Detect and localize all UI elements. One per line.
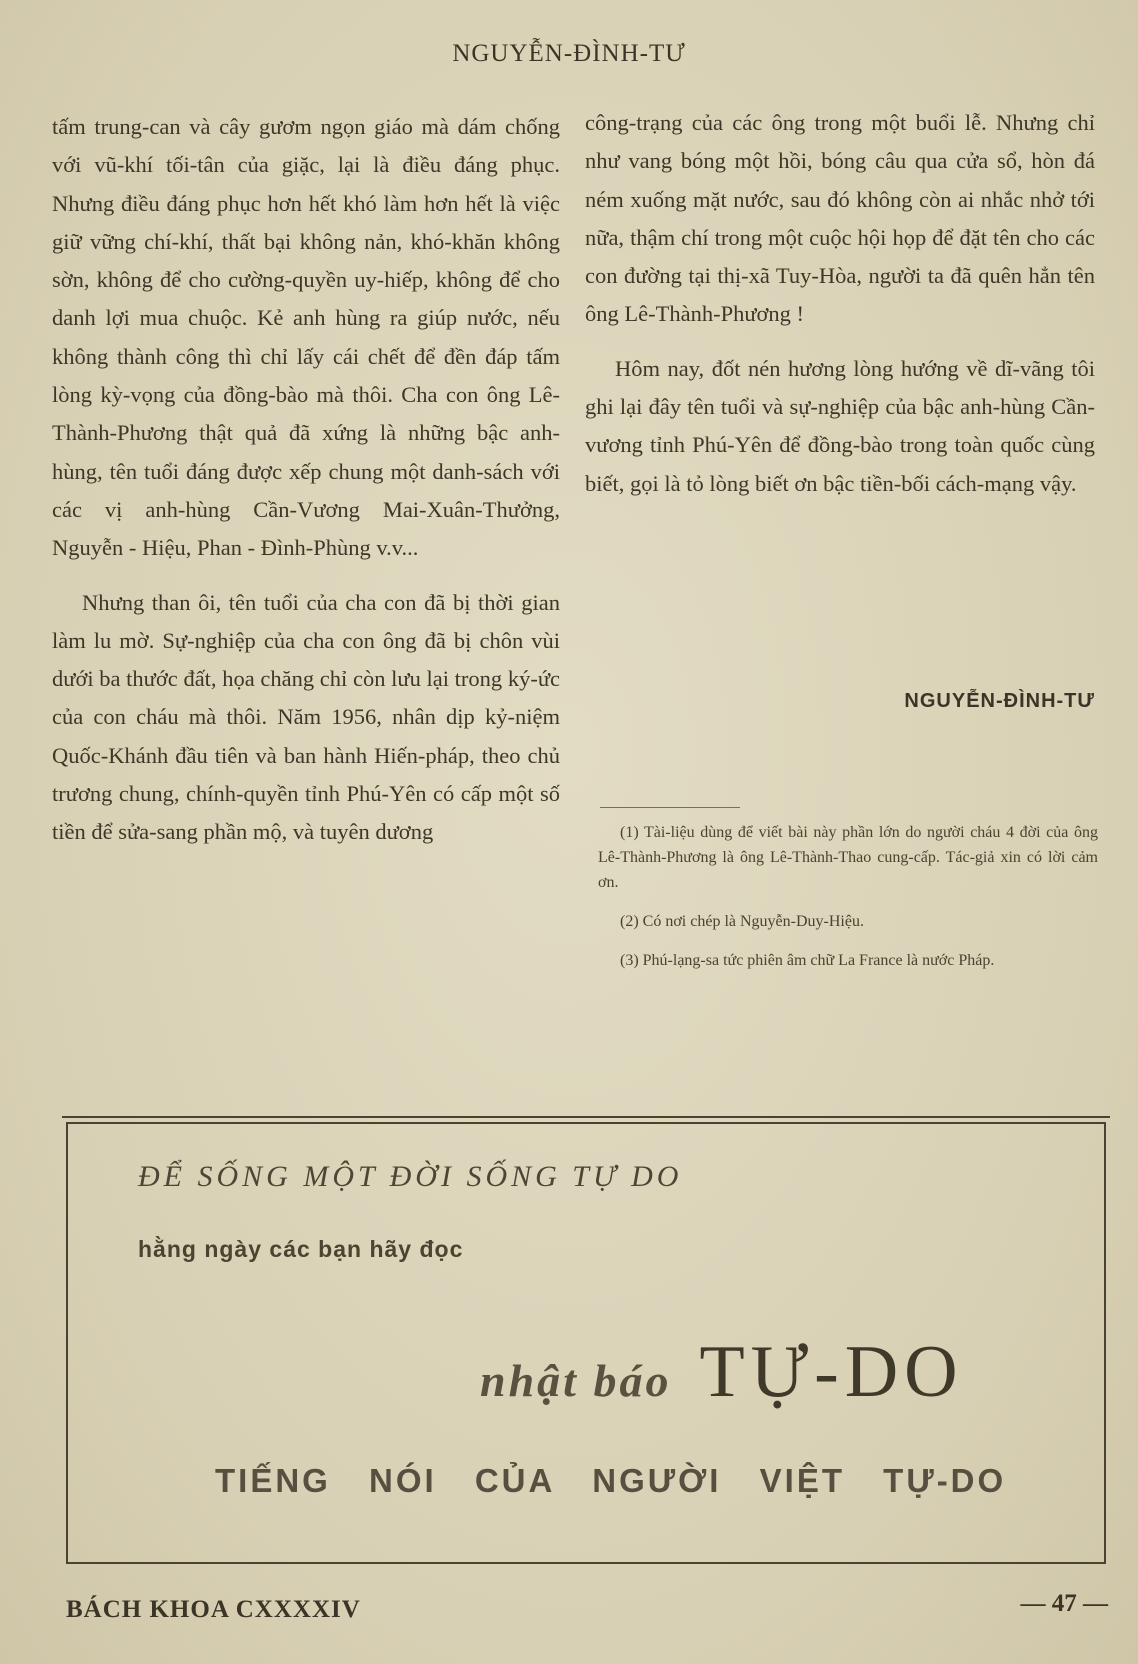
running-head-title: NGUYỄN-ĐÌNH-TƯ: [452, 40, 686, 67]
advertisement-top-rule: [62, 1116, 1110, 1118]
advertisement-slogan: TIẾNG NÓI CỦA NGƯỜI VIỆT TỰ-DO: [215, 1462, 1007, 1499]
footnote-divider: [600, 807, 740, 808]
article-paragraph: công-trạng của các ông trong một buổi lễ. Nhưng chỉ như vang bóng một hồi, bóng câu qua cửa sổ, hòn đá ném xuống mặt nước, sau đó không còn ai nhắc nhở tới nữa, thậm chí trong một cuộc hội họp để đặt tên cho các con đường tại thị-xã Tuy-Hòa, người ta đã quên hẳn tên ông Lê-Thành-Phương !: [585, 110, 1095, 327]
advertisement-newspaper-title: TỰ-DO: [699, 1331, 964, 1413]
advertisement-newspaper-name: [480, 1330, 1040, 1415]
article-paragraph: Nhưng than ôi, tên tuổi của cha con đã bị thời gian làm lu mờ. Sự-nghiệp của cha con ông đã bị chôn vùi dưới ba thước đất, họa chăng chỉ còn lưu lại trong ký-ức của con cháu mà thôi. Năm 1956, nhân dịp kỷ-niệm Quốc-Khánh đầu tiên và ban hành Hiến-pháp, theo chủ trương chung, chính-quyền tỉnh Phú-Yên có cấp một số tiền để sửa-sang phần mộ, và tuyên dương: [52, 589, 560, 845]
page-number: — 47 —: [1020, 1590, 1108, 1617]
article-paragraph: Hôm nay, đốt nén hương lòng hướng về dĩ-vãng tôi ghi lại đây tên tuổi và sự-nghiệp của bậc anh-hùng Cần-vương tỉnh Phú-Yên để đồng-bào trong toàn quốc cùng biết, gọi là tỏ lòng biết ơn bậc tiền-bối cách-mạng vậy.: [585, 355, 1095, 496]
footnote: (1) Tài-liệu dùng để viết bài này phần lớn do người cháu 4 đời của ông Lê-Thành-Phương là ông Lê-Thành-Thao cung-cấp. Tác-giả xin có lời cảm ơn.: [598, 824, 1098, 891]
footnote: (3) Phú-lạng-sa tức phiên âm chữ La France là nước Pháp.: [620, 952, 995, 969]
author-signature: NGUYỄN-ĐÌNH-TƯ: [904, 690, 1095, 712]
footnote: (2) Có nơi chép là Nguyễn-Duy-Hiệu.: [620, 913, 864, 930]
article-paragraph: tấm trung-can và cây gươm ngọn giáo mà dám chống với vũ-khí tối-tân của giặc, lại là điều đáng phục. Nhưng điều đáng phục hơn hết khó làm hơn hết là việc giữ vững chí-khí, thất bại không nản, khó-khăn không sờn, không để cho cường-quyền uy-hiếp, không để cho danh lợi mua chuộc. Kẻ anh hùng ra giúp nước, nếu không thành công thì chỉ lấy cái chết để đền đáp tấm lòng kỳ-vọng của đồng-bào mà thôi. Cha con ông Lê-Thành-Phương thật quả đã xứng là những bậc anh-hùng, tên tuổi đáng được xếp chung một danh-sách với các vị anh-hùng Cần-Vương Mai-Xuân-Thưởng, Nguyễn - Hiệu, Phan - Đình-Phùng v.v...: [52, 114, 560, 561]
advertisement-headline: ĐỂ SỐNG MỘT ĐỜI SỐNG TỰ DO: [138, 1160, 683, 1193]
magazine-issue: BÁCH KHOA CXXXXIV: [66, 1596, 361, 1623]
advertisement-subline: hằng ngày các bạn hãy đọc: [138, 1236, 464, 1262]
article-column-right: [585, 104, 1095, 503]
advertisement-newspaper-prefix: nhật báo: [480, 1355, 672, 1406]
footnotes: [598, 820, 1098, 987]
article-column-left: [52, 108, 560, 852]
